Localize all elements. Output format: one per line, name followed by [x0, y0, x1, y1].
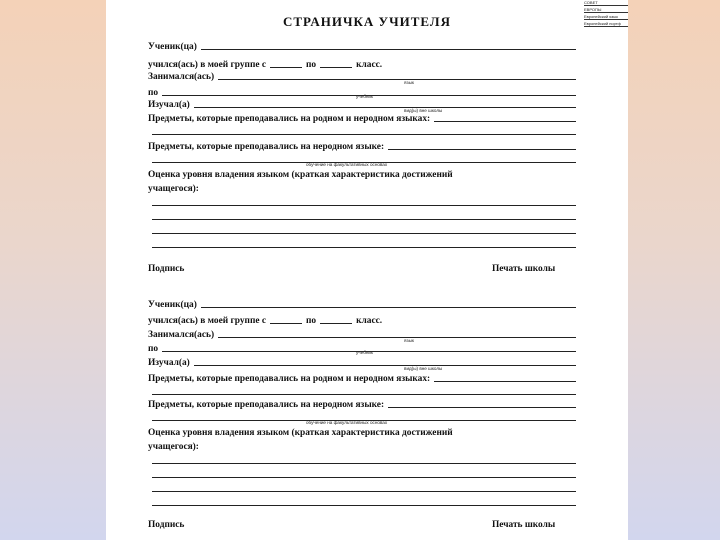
studied-label: Изучал(а): [148, 358, 190, 368]
student-field[interactable]: [148, 38, 576, 52]
group-period-field[interactable]: [148, 312, 382, 326]
fill-line[interactable]: [194, 365, 576, 366]
fill-line[interactable]: [152, 463, 576, 464]
class-label: класс.: [356, 316, 383, 326]
fill-line[interactable]: [152, 233, 576, 234]
fill-line[interactable]: [152, 491, 576, 492]
fill-line[interactable]: [270, 323, 302, 324]
assessment-cont-label: учащегося):: [148, 442, 199, 452]
fill-line[interactable]: [201, 307, 576, 308]
assessment-heading-cont: [148, 438, 576, 452]
subjects-foreign-label: Предметы, которые преподавались на неродном языке:: [148, 142, 385, 152]
studied-field[interactable]: [148, 354, 576, 368]
fill-line[interactable]: [152, 247, 576, 248]
document-page: [106, 0, 628, 540]
student-label: Ученик(ца): [148, 300, 197, 310]
student-label: Ученик(ца): [148, 42, 197, 52]
fill-line[interactable]: [152, 205, 576, 206]
assessment-cont-label: учащегося):: [148, 184, 199, 194]
subjects-foreign-field[interactable]: [148, 138, 576, 152]
fill-line[interactable]: [388, 407, 576, 408]
corner-line: Европейский портф: [584, 21, 628, 27]
note-school-type: вид(ы) вне школы: [404, 366, 443, 371]
subjects-native-label: Предметы, которые преподавались на родном и неродном языках:: [148, 374, 431, 384]
student-field[interactable]: [148, 296, 576, 310]
engaged-label: Занимался(ась): [148, 72, 215, 82]
studied-label: Изучал(а): [148, 100, 190, 110]
assessment-label: Оценка уровня владения языком (краткая характеристика достижений: [148, 428, 453, 438]
fill-line[interactable]: [152, 477, 576, 478]
assessment-heading: [148, 166, 588, 180]
fill-line[interactable]: [201, 49, 576, 50]
fill-line[interactable]: [218, 79, 576, 80]
fill-line[interactable]: [152, 134, 576, 135]
assessment-heading: [148, 424, 588, 438]
note-textbook: учебник: [356, 94, 373, 99]
engaged-label: Занимался(ась): [148, 330, 215, 340]
group-label: учился(ась) в моей группе с: [148, 316, 267, 326]
note-language: язык: [404, 80, 414, 85]
to-label: по: [306, 316, 317, 326]
signature-label: Подпись: [148, 264, 185, 274]
assessment-heading-cont: [148, 180, 576, 194]
fill-line[interactable]: [194, 107, 576, 108]
fill-line[interactable]: [434, 121, 576, 122]
fill-line[interactable]: [434, 381, 576, 382]
corner-line: ЕВРОПЫ: [584, 7, 628, 13]
group-label: учился(ась) в моей группе с: [148, 60, 267, 70]
po-label: по: [148, 344, 159, 354]
fill-line[interactable]: [320, 323, 352, 324]
fill-line[interactable]: [152, 505, 576, 506]
signature-label: Подпись: [148, 520, 185, 530]
engaged-field[interactable]: [148, 326, 576, 340]
fill-line[interactable]: [218, 337, 576, 338]
corner-line: Европейский язык: [584, 14, 628, 20]
class-label: класс.: [356, 60, 383, 70]
to-label: по: [306, 60, 317, 70]
subjects-native-field[interactable]: [148, 110, 576, 124]
note-school-type: вид(ы) вне школы: [404, 108, 443, 113]
corner-line: СОВЕТ: [584, 0, 628, 6]
note-textbook: учебник: [356, 350, 373, 355]
school-stamp-label: Печать школы: [492, 264, 556, 274]
subjects-native-field[interactable]: [148, 370, 576, 384]
assessment-label: Оценка уровня владения языком (краткая характеристика достижений: [148, 170, 453, 180]
engaged-field[interactable]: [148, 68, 576, 82]
subjects-foreign-label: Предметы, которые преподавались на неродном языке:: [148, 400, 385, 410]
page-title: СТРАНИЧКА УЧИТЕЛЯ: [283, 14, 451, 29]
note-optional: обучение на факультативных основах: [306, 420, 388, 425]
subjects-native-label: Предметы, которые преподавались на родном и неродном языках:: [148, 114, 431, 124]
fill-line[interactable]: [152, 394, 576, 395]
subjects-foreign-field[interactable]: [148, 396, 576, 410]
studied-field[interactable]: [148, 96, 576, 110]
note-optional: обучение на факультативных основах: [306, 162, 388, 167]
po-label: по: [148, 88, 159, 98]
fill-line[interactable]: [388, 149, 576, 150]
school-stamp-label: Печать школы: [492, 520, 556, 530]
fill-line[interactable]: [152, 219, 576, 220]
note-language: язык: [404, 338, 414, 343]
